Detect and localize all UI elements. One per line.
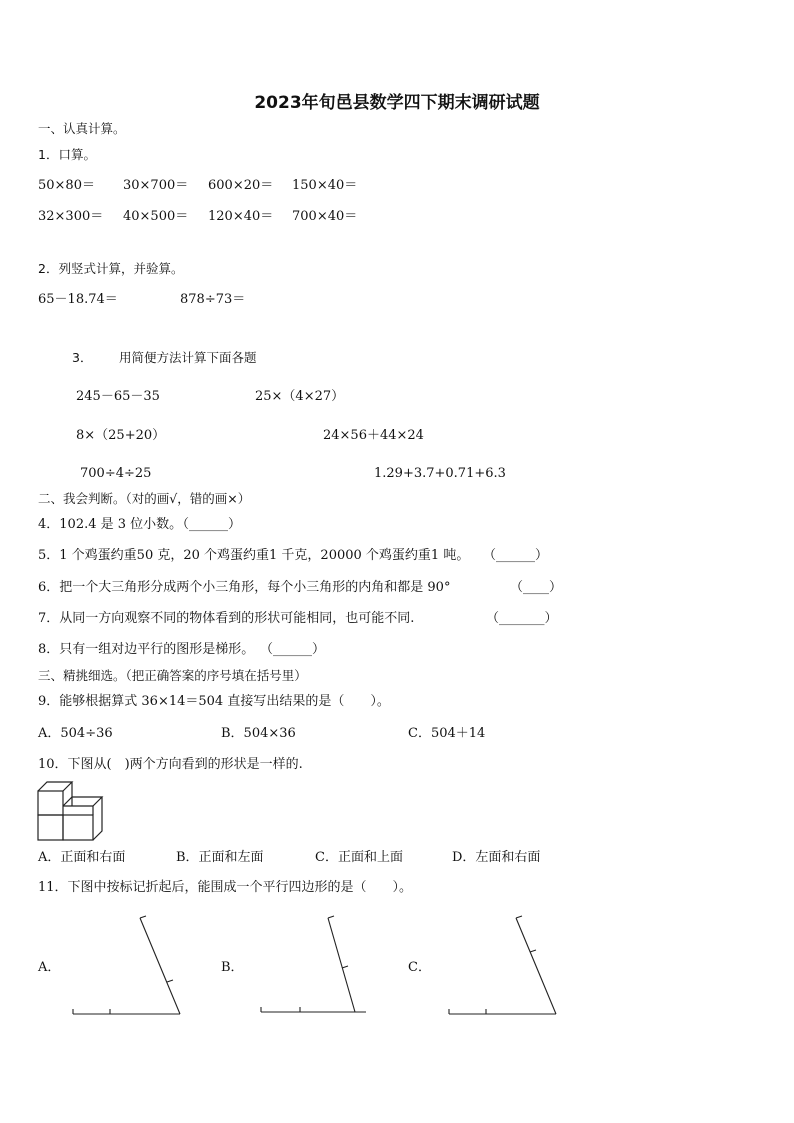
q9-text: 9．能够根据算式 36×14＝504 直接写出结果的是（ ）。 [38,694,390,709]
q3-label: 用简便方法计算下面各题 [119,350,257,365]
q1-item: 32×300＝ [38,209,104,224]
q11-figure-b [258,912,373,1018]
q11-figure-c [446,912,561,1018]
q4-text: 4．102.4 是 3 位小数。 [38,517,183,532]
q1-item: 150×40＝ [292,178,358,193]
q5-text: 5．1 个鸡蛋约重50 克，20 个鸡蛋约重1 千克，20000 个鸡蛋约重1 吨。 [38,548,470,563]
q1-item: 30×700＝ [123,178,189,193]
q10-option-a[interactable]: A．正面和右面 [38,850,126,865]
page-title: 2023年旬邑县数学四下期末调研试题 [254,93,540,113]
q3-item: 700÷4÷25 [80,466,152,481]
q1-label: 1．口算。 [38,147,96,162]
q1-item: 50×80＝ [38,178,95,193]
q1-item: 700×40＝ [292,209,358,224]
section-1-heading: 一、认真计算。 [38,121,126,136]
q1-item: 40×500＝ [123,209,189,224]
q3-item: 8×（25+20） [76,428,166,443]
q11-text: 11．下图中按标记折起后，能围成一个平行四边形的是（ ）。 [38,880,413,895]
q10-cube-figure [37,780,109,842]
q11-option-c[interactable]: C． [408,960,431,975]
q3-item: 25×（4×27） [255,389,345,404]
q9-option-b[interactable]: B．504×36 [221,726,296,741]
section-2-heading: 二、我会判断。（对的画√，错的画×） [38,491,251,506]
q6-answer-blank[interactable]: （____） [510,580,563,595]
q9-option-c[interactable]: C．504＋14 [408,726,486,741]
q2-label: 2．列竖式计算，并验算。 [38,261,184,276]
q6-text: 6．把一个大三角形分成两个小三角形，每个小三角形的内角和都是 90° [38,580,451,595]
q10-option-b[interactable]: B．正面和左面 [176,850,264,865]
q2-item: 878÷73＝ [180,292,246,307]
q4-answer-blank[interactable]: （______） [176,517,242,532]
q2-item: 65－18.74＝ [38,292,118,307]
q3-item: 245－65－35 [76,389,160,404]
q10-text: 10．下图从( )两个方向看到的形状是一样的. [38,757,303,772]
q8-answer-blank[interactable]: （______） [260,642,326,657]
section-3-heading: 三、精挑细选。（把正确答案的序号填在括号里） [38,668,307,683]
q1-item: 120×40＝ [208,209,274,224]
q10-option-d[interactable]: D．左面和右面 [452,850,541,865]
q3-item: 24×56＋44×24 [323,428,424,443]
q7-answer-blank[interactable]: （_______） [486,611,558,626]
q11-figure-a [70,912,185,1018]
q8-text: 8．只有一组对边平行的图形是梯形。 [38,642,255,657]
q11-option-b[interactable]: B． [221,960,244,975]
q3-number: 3． [72,350,93,365]
q10-option-c[interactable]: C．正面和上面 [315,850,403,865]
q9-option-a[interactable]: A．504÷36 [38,726,113,741]
q11-option-a[interactable]: A． [38,960,61,975]
q7-text: 7．从同一方向观察不同的物体看到的形状可能相同，也可能不同. [38,611,415,626]
q3-item: 1.29+3.7+0.71+6.3 [374,466,506,481]
q1-item: 600×20＝ [208,178,274,193]
q5-answer-blank[interactable]: （______） [483,548,549,563]
